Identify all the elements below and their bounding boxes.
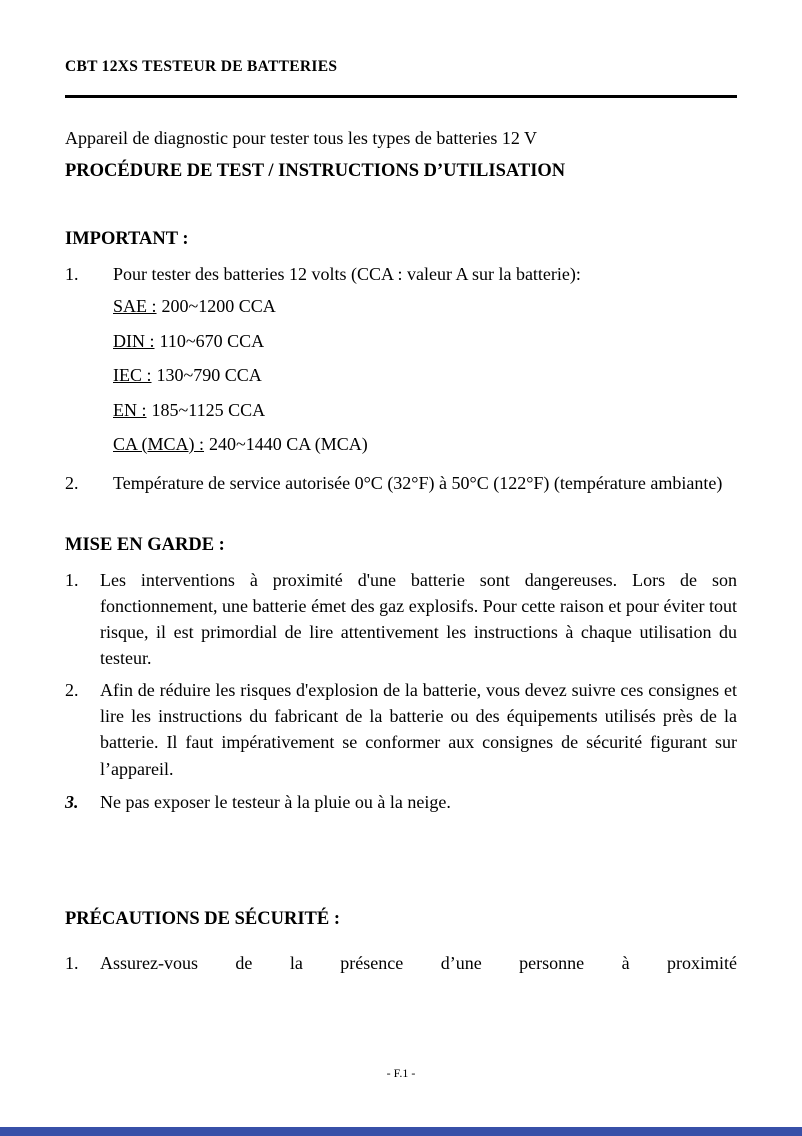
list-text: Température de service autorisée 0°C (32°F) à 50°C (122°F) (température ambiante) (113, 472, 723, 493)
list-text: Les interventions à proximité d'une batterie sont dangereuses. Lors de son fonctionnement, une batterie émet des gaz explosifs. Pour cette raison et pour éviter tout risque, il est primordial de lire attentivement les instructions à chaque utilisation du testeur. (100, 569, 737, 669)
spec-label: SAE : (113, 296, 157, 316)
list-number: 2. (65, 679, 79, 700)
document-page (65, 0, 737, 976)
warning-heading: MISE EN GARDE : (65, 534, 225, 555)
page-number: - F.1 - (386, 1066, 416, 1080)
list-number: 3. (65, 791, 79, 812)
list-text: Assurez-vous de la présence d’une personne à proximité (100, 953, 737, 974)
warning-item-2 (65, 677, 737, 782)
important-heading: IMPORTANT : (65, 229, 189, 249)
spec-row-iec (113, 358, 737, 393)
spec-value: 200~1200 CCA (161, 296, 276, 316)
spec-row-ca-mca (113, 427, 737, 462)
spec-label: CA (MCA) : (113, 434, 205, 454)
battery-specs-list (113, 289, 737, 462)
list-text: Afin de réduire les risques d'explosion de la batterie, vous devez suivre ces consignes et lire les instructions du fabricant de la batterie ou des équipements utilisés près de la batterie. Il faut impérativement se conformer aux consignes de sécurité figurant sur l’appareil. (100, 679, 737, 779)
warning-item-1 (65, 567, 737, 672)
spec-value: 130~790 CCA (156, 365, 262, 385)
header-divider (65, 95, 737, 98)
precautions-heading: PRÉCAUTIONS DE SÉCURITÉ : (65, 909, 340, 930)
spec-row-sae (113, 289, 737, 324)
list-number: 1. (65, 264, 79, 284)
spec-row-din (113, 324, 737, 359)
intro-subtitle: Appareil de diagnostic pour tester tous les types de batteries 12 V (65, 128, 538, 148)
list-text: Ne pas exposer le testeur à la pluie ou à la neige. (100, 791, 451, 812)
bottom-bar (0, 1127, 802, 1136)
spec-row-en (113, 393, 737, 428)
procedure-title: PROCÉDURE DE TEST / INSTRUCTIONS D’UTILISATION (65, 161, 566, 181)
spec-label: EN : (113, 399, 147, 420)
warning-item-3 (65, 789, 737, 815)
list-number: 1. (65, 569, 79, 590)
document-header-title: CBT 12XS TESTEUR DE BATTERIES (65, 58, 338, 75)
list-text: Pour tester des batteries 12 volts (CCA : valeur A sur la batterie): (113, 264, 581, 284)
spec-label: IEC : (113, 365, 152, 385)
spec-value: 110~670 CCA (159, 330, 265, 351)
important-item-1 (65, 261, 737, 287)
list-number: 2. (65, 472, 79, 493)
spec-value: 185~1125 CCA (151, 399, 266, 420)
spec-value: 240~1440 CA (MCA) (209, 434, 368, 454)
important-item-2 (65, 468, 737, 499)
list-number: 1. (65, 953, 79, 974)
precaution-item-1 (65, 950, 737, 976)
spec-label: DIN : (113, 330, 155, 351)
